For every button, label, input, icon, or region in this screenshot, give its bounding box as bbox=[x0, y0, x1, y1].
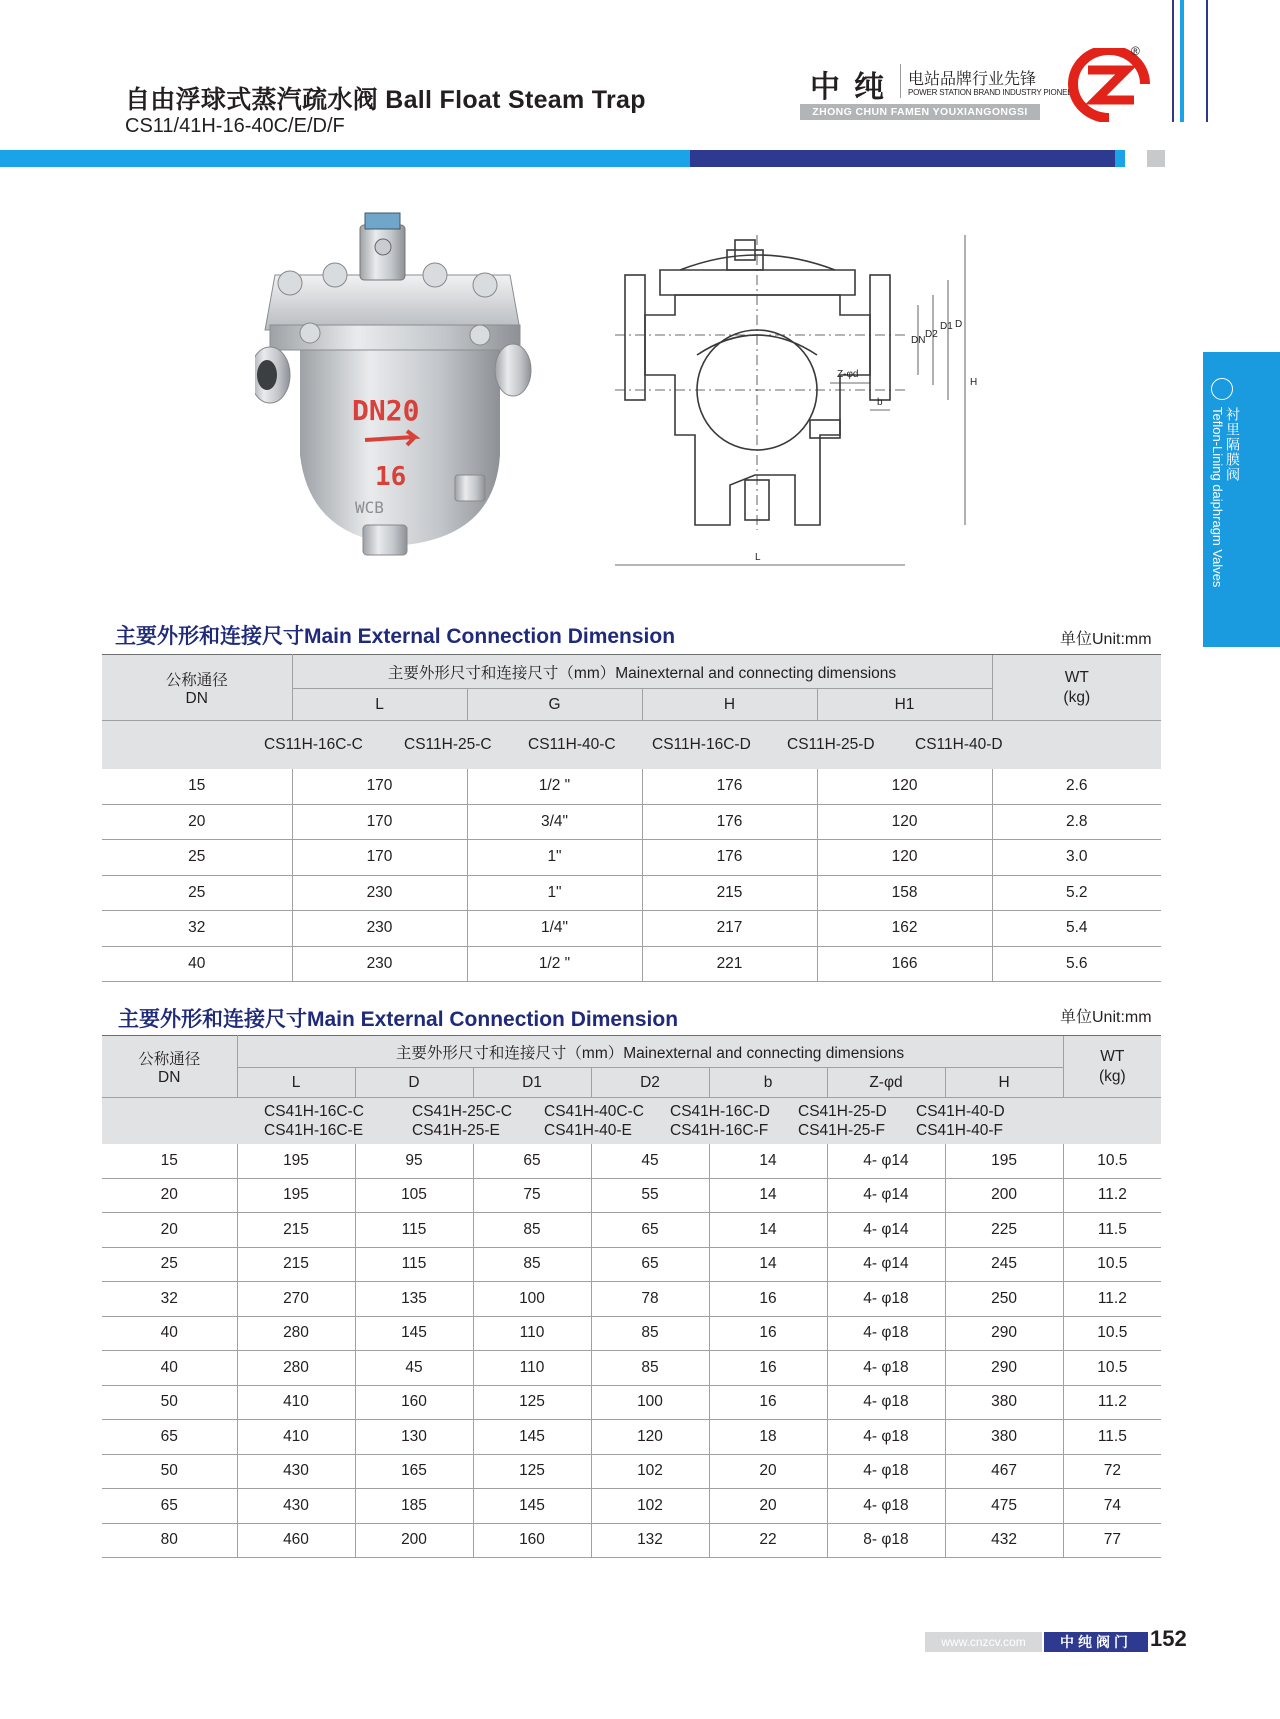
table-cell: 460 bbox=[237, 1523, 355, 1558]
table-cell: 125 bbox=[473, 1385, 591, 1420]
table2-model: CS41H-40-F bbox=[916, 1121, 1003, 1139]
table2-model: CS41H-16C-D bbox=[670, 1102, 770, 1120]
footer-brand: 中纯阀门 bbox=[1044, 1632, 1148, 1652]
table1-dn-label-cn: 公称通径 bbox=[165, 671, 228, 689]
table2-model: CS41H-25-F bbox=[798, 1121, 885, 1139]
table2-wt-unit: (kg) bbox=[1098, 1067, 1126, 1085]
table-cell: 1/4" bbox=[467, 911, 642, 947]
drawing-label-zd: Z-φd bbox=[837, 369, 859, 380]
drawing-label-h: H bbox=[970, 377, 978, 388]
table-cell: 10.5 bbox=[1063, 1144, 1161, 1179]
table1-model: CS11H-16C-D bbox=[652, 735, 751, 753]
table-cell: 185 bbox=[355, 1489, 473, 1524]
page-title: 自由浮球式蒸汽疏水阀 Ball Float Steam Trap bbox=[125, 86, 646, 114]
drawing-label-d2: D2 bbox=[925, 329, 938, 340]
product-photo bbox=[255, 205, 540, 575]
table-cell: 430 bbox=[237, 1454, 355, 1489]
table-cell: 195 bbox=[237, 1144, 355, 1179]
table-cell: 102 bbox=[591, 1454, 709, 1489]
table-cell: 100 bbox=[591, 1385, 709, 1420]
table-cell: 270 bbox=[237, 1282, 355, 1317]
table-cell: 290 bbox=[945, 1351, 1063, 1386]
table2-models bbox=[102, 1098, 1161, 1144]
table2-col-d: D bbox=[355, 1068, 473, 1098]
table-cell: 3/4" bbox=[467, 804, 642, 840]
table-cell: 4- φ14 bbox=[827, 1144, 945, 1179]
table-cell: 4- φ18 bbox=[827, 1316, 945, 1351]
table-cell: 85 bbox=[591, 1351, 709, 1386]
table-row bbox=[102, 1489, 1161, 1524]
table-cell: 65 bbox=[591, 1247, 709, 1282]
table-cell: 32 bbox=[102, 911, 292, 947]
decor-vline-1 bbox=[1172, 0, 1174, 122]
table2-model: CS41H-40-D bbox=[916, 1102, 1005, 1120]
table-cell: 1" bbox=[467, 875, 642, 911]
table2 bbox=[102, 1035, 1161, 1558]
table-row bbox=[102, 875, 1161, 911]
table-cell: 40 bbox=[102, 1316, 237, 1351]
table1-col-h1: H1 bbox=[817, 689, 992, 721]
table-row bbox=[102, 804, 1161, 840]
table-cell: 25 bbox=[102, 1247, 237, 1282]
table-cell: 200 bbox=[355, 1523, 473, 1558]
table-cell: 4- φ14 bbox=[827, 1247, 945, 1282]
table-cell: 176 bbox=[642, 769, 817, 805]
table-cell: 20 bbox=[102, 1213, 237, 1248]
table-cell: 200 bbox=[945, 1178, 1063, 1213]
table-row bbox=[102, 1178, 1161, 1213]
table1-model: CS11H-16C-C bbox=[264, 735, 363, 753]
table1-wt-label: WT bbox=[1064, 668, 1089, 686]
table-row bbox=[102, 1282, 1161, 1317]
table-cell: 115 bbox=[355, 1247, 473, 1282]
table2-col-l: L bbox=[237, 1068, 355, 1098]
table-cell: 130 bbox=[355, 1420, 473, 1455]
table2-model: CS41H-40C-C bbox=[544, 1102, 644, 1120]
table-cell: 475 bbox=[945, 1489, 1063, 1524]
drawing-label-d: D bbox=[955, 319, 963, 330]
table-cell: 102 bbox=[591, 1489, 709, 1524]
table-cell: 3.0 bbox=[992, 840, 1161, 876]
table-cell: 11.2 bbox=[1063, 1178, 1161, 1213]
table1-model: CS11H-40-C bbox=[528, 735, 616, 753]
decor-vline-2 bbox=[1180, 0, 1184, 122]
table-cell: 221 bbox=[642, 946, 817, 982]
table-cell: 166 bbox=[817, 946, 992, 982]
table-cell: 14 bbox=[709, 1247, 827, 1282]
table-row bbox=[102, 769, 1161, 805]
table-cell: 120 bbox=[817, 840, 992, 876]
table-cell: 4- φ18 bbox=[827, 1351, 945, 1386]
table-cell: 14 bbox=[709, 1178, 827, 1213]
table-cell: 230 bbox=[292, 875, 467, 911]
table-row bbox=[102, 1144, 1161, 1179]
table2-group-header: 主要外形尺寸和连接尺寸（mm）Mainexternal and connecting dimensions bbox=[237, 1036, 1063, 1068]
table2-model: CS41H-16C-F bbox=[670, 1121, 769, 1139]
table-cell: 11.5 bbox=[1063, 1213, 1161, 1248]
table-cell: 215 bbox=[237, 1213, 355, 1248]
technical-drawing bbox=[615, 235, 985, 570]
table-cell: 176 bbox=[642, 840, 817, 876]
table-cell: 45 bbox=[355, 1351, 473, 1386]
table2-dn-label-cn: 公称通径 bbox=[138, 1050, 201, 1068]
table2-model: CS41H-16C-C bbox=[264, 1102, 364, 1120]
table-cell: 4- φ18 bbox=[827, 1282, 945, 1317]
table-cell: 4- φ18 bbox=[827, 1489, 945, 1524]
photo-marking-size: DN20 bbox=[352, 394, 420, 427]
table-cell: 4- φ18 bbox=[827, 1454, 945, 1489]
table-cell: 120 bbox=[817, 769, 992, 805]
table-cell: 170 bbox=[292, 769, 467, 805]
table-cell: 430 bbox=[237, 1489, 355, 1524]
table1-col-l: L bbox=[292, 689, 467, 721]
drawing-label-dn: DN bbox=[911, 335, 926, 346]
table1-model: CS11H-40-D bbox=[915, 735, 1003, 753]
table2-dn-label: DN bbox=[158, 1068, 181, 1086]
table-cell: 1/2 " bbox=[467, 946, 642, 982]
table-cell: 215 bbox=[237, 1247, 355, 1282]
table-cell: 120 bbox=[817, 804, 992, 840]
table2-model: CS41H-16C-E bbox=[264, 1121, 364, 1139]
table2-wt-label: WT bbox=[1100, 1047, 1125, 1065]
drawing-label-d1: D1 bbox=[940, 321, 953, 332]
table-cell: 16 bbox=[709, 1385, 827, 1420]
table2-col-zd: Z-φd bbox=[827, 1068, 945, 1098]
tab-circle-icon bbox=[1211, 378, 1233, 400]
table2-title: 主要外形和连接尺寸Main External Connection Dimension bbox=[118, 1008, 679, 1031]
table-cell: 14 bbox=[709, 1213, 827, 1248]
table-cell: 77 bbox=[1063, 1523, 1161, 1558]
brand-band: ZHONG CHUN FAMEN YOUXIANGONGSI bbox=[800, 104, 1040, 120]
table-cell: 18 bbox=[709, 1420, 827, 1455]
table-cell: 14 bbox=[709, 1144, 827, 1179]
table1-wt-header bbox=[992, 655, 1161, 721]
table2-model: CS41H-40-E bbox=[544, 1121, 632, 1139]
table1-wt-unit: (kg) bbox=[1063, 688, 1091, 706]
table-cell: 85 bbox=[591, 1316, 709, 1351]
table-cell: 85 bbox=[473, 1213, 591, 1248]
table-cell: 145 bbox=[473, 1489, 591, 1524]
table1-model: CS11H-25-D bbox=[787, 735, 875, 753]
table-cell: 15 bbox=[102, 769, 292, 805]
table-cell: 75 bbox=[473, 1178, 591, 1213]
brand-slogan-en: POWER STATION BRAND INDUSTRY PIONEER bbox=[908, 88, 1079, 97]
table-cell: 65 bbox=[473, 1144, 591, 1179]
table-cell: 15 bbox=[102, 1144, 237, 1179]
table-cell: 45 bbox=[591, 1144, 709, 1179]
table-cell: 105 bbox=[355, 1178, 473, 1213]
page-number: 152 bbox=[1150, 1626, 1187, 1651]
table-cell: 115 bbox=[355, 1213, 473, 1248]
table-cell: 85 bbox=[473, 1247, 591, 1282]
decor-vline-3 bbox=[1206, 0, 1208, 122]
brand-name-cn: 中纯 bbox=[810, 71, 898, 104]
table-cell: 176 bbox=[642, 804, 817, 840]
table-cell: 16 bbox=[709, 1351, 827, 1386]
table-cell: 4- φ18 bbox=[827, 1420, 945, 1455]
table-cell: 4- φ14 bbox=[827, 1213, 945, 1248]
table-cell: 230 bbox=[292, 911, 467, 947]
table-cell: 16 bbox=[709, 1316, 827, 1351]
table-cell: 1" bbox=[467, 840, 642, 876]
table-cell: 22 bbox=[709, 1523, 827, 1558]
table-cell: 8- φ18 bbox=[827, 1523, 945, 1558]
table1-col-h: H bbox=[642, 689, 817, 721]
table-row bbox=[102, 1420, 1161, 1455]
table-row bbox=[102, 1213, 1161, 1248]
table1-group-header: 主要外形尺寸和连接尺寸（mm）Mainexternal and connecting dimensions bbox=[292, 655, 992, 689]
table-row bbox=[102, 1523, 1161, 1558]
table-cell: 25 bbox=[102, 875, 292, 911]
table2-dn-header bbox=[102, 1036, 237, 1098]
table1-model: CS11H-25-C bbox=[404, 735, 492, 753]
table-cell: 410 bbox=[237, 1385, 355, 1420]
table-cell: 4- φ18 bbox=[827, 1385, 945, 1420]
table-cell: 2.6 bbox=[992, 769, 1161, 805]
table2-unit: 单位Unit:mm bbox=[1060, 1009, 1152, 1026]
table-cell: 11.2 bbox=[1063, 1385, 1161, 1420]
table-cell: 10.5 bbox=[1063, 1247, 1161, 1282]
table-cell: 5.6 bbox=[992, 946, 1161, 982]
table2-col-b: b bbox=[709, 1068, 827, 1098]
table-cell: 280 bbox=[237, 1316, 355, 1351]
table-cell: 10.5 bbox=[1063, 1316, 1161, 1351]
side-category-tab[interactable] bbox=[1203, 352, 1280, 647]
table-cell: 160 bbox=[473, 1523, 591, 1558]
table1-title: 主要外形和连接尺寸Main External Connection Dimension bbox=[115, 625, 676, 648]
table2-model: CS41H-25-E bbox=[412, 1121, 500, 1139]
table-cell: 250 bbox=[945, 1282, 1063, 1317]
table1-models bbox=[102, 721, 1161, 769]
table-cell: 145 bbox=[355, 1316, 473, 1351]
table-cell: 78 bbox=[591, 1282, 709, 1317]
table-cell: 120 bbox=[591, 1420, 709, 1455]
table-cell: 225 bbox=[945, 1213, 1063, 1248]
table-cell: 410 bbox=[237, 1420, 355, 1455]
table-cell: 55 bbox=[591, 1178, 709, 1213]
table-row bbox=[102, 840, 1161, 876]
table-cell: 217 bbox=[642, 911, 817, 947]
table-cell: 135 bbox=[355, 1282, 473, 1317]
table-cell: 95 bbox=[355, 1144, 473, 1179]
table-cell: 80 bbox=[102, 1523, 237, 1558]
header-gray-square bbox=[1147, 150, 1165, 167]
zc-logo-icon bbox=[1068, 48, 1150, 122]
table-cell: 65 bbox=[102, 1489, 237, 1524]
table-cell: 125 bbox=[473, 1454, 591, 1489]
table1-dn-label: DN bbox=[185, 689, 208, 707]
table-cell: 40 bbox=[102, 946, 292, 982]
table-cell: 11.5 bbox=[1063, 1420, 1161, 1455]
table-row bbox=[102, 1385, 1161, 1420]
table-cell: 65 bbox=[591, 1213, 709, 1248]
side-tab-cn: 衬里隔膜阀 bbox=[1225, 407, 1241, 482]
table-cell: 5.4 bbox=[992, 911, 1161, 947]
table-cell: 170 bbox=[292, 840, 467, 876]
table-cell: 20 bbox=[709, 1454, 827, 1489]
table-cell: 1/2 " bbox=[467, 769, 642, 805]
table-cell: 280 bbox=[237, 1351, 355, 1386]
table-cell: 380 bbox=[945, 1385, 1063, 1420]
table-cell: 110 bbox=[473, 1316, 591, 1351]
table-cell: 11.2 bbox=[1063, 1282, 1161, 1317]
table-cell: 10.5 bbox=[1063, 1351, 1161, 1386]
table-row bbox=[102, 1247, 1161, 1282]
table-cell: 72 bbox=[1063, 1454, 1161, 1489]
footer-url[interactable]: www.cnzcv.com bbox=[925, 1632, 1042, 1652]
photo-marking-brand: WCB bbox=[355, 498, 384, 517]
registered-mark: ® bbox=[1131, 44, 1140, 58]
brand-slogan: 电站品牌行业先锋 bbox=[908, 71, 1037, 88]
header-bar-dark bbox=[690, 150, 1115, 167]
table2-models-line2 bbox=[264, 1121, 1161, 1140]
table2-model: CS41H-25-D bbox=[798, 1102, 887, 1120]
table1 bbox=[102, 654, 1161, 982]
brand-separator bbox=[900, 64, 901, 98]
table2-model: CS41H-25C-C bbox=[412, 1102, 512, 1120]
table2-col-d1: D1 bbox=[473, 1068, 591, 1098]
table-row bbox=[102, 1316, 1161, 1351]
table-row bbox=[102, 911, 1161, 947]
table-row bbox=[102, 1351, 1161, 1386]
table2-wt-header bbox=[1063, 1036, 1161, 1098]
drawing-label-l: L bbox=[755, 552, 761, 563]
table-cell: 4- φ14 bbox=[827, 1178, 945, 1213]
table-cell: 20 bbox=[709, 1489, 827, 1524]
table1-col-g: G bbox=[467, 689, 642, 721]
drawing-label-b: b bbox=[877, 397, 883, 408]
side-tab-text bbox=[1209, 407, 1241, 587]
table-cell: 165 bbox=[355, 1454, 473, 1489]
table2-col-h: H bbox=[945, 1068, 1063, 1098]
header-bar-light bbox=[0, 150, 690, 167]
table-cell: 158 bbox=[817, 875, 992, 911]
table-cell: 40 bbox=[102, 1351, 237, 1386]
table-cell: 50 bbox=[102, 1385, 237, 1420]
table-cell: 20 bbox=[102, 804, 292, 840]
table-cell: 5.2 bbox=[992, 875, 1161, 911]
table-cell: 215 bbox=[642, 875, 817, 911]
table-cell: 16 bbox=[709, 1282, 827, 1317]
table-cell: 132 bbox=[591, 1523, 709, 1558]
table-cell: 65 bbox=[102, 1420, 237, 1455]
table-cell: 195 bbox=[945, 1144, 1063, 1179]
table-cell: 100 bbox=[473, 1282, 591, 1317]
table-cell: 195 bbox=[237, 1178, 355, 1213]
table-cell: 25 bbox=[102, 840, 292, 876]
table-cell: 50 bbox=[102, 1454, 237, 1489]
table-cell: 145 bbox=[473, 1420, 591, 1455]
table-cell: 380 bbox=[945, 1420, 1063, 1455]
header-bar-end bbox=[1115, 150, 1125, 167]
page-subtitle: CS11/41H-16-40C/E/D/F bbox=[125, 115, 345, 137]
photo-marking-pressure: 16 bbox=[375, 462, 407, 492]
table-cell: 162 bbox=[817, 911, 992, 947]
table-cell: 20 bbox=[102, 1178, 237, 1213]
table-row bbox=[102, 946, 1161, 982]
table1-unit: 单位Unit:mm bbox=[1060, 631, 1152, 648]
side-tab-en: Teflon-Lining daiphragm Valves bbox=[1210, 407, 1225, 588]
table-cell: 2.8 bbox=[992, 804, 1161, 840]
table-cell: 160 bbox=[355, 1385, 473, 1420]
table-cell: 290 bbox=[945, 1316, 1063, 1351]
table-cell: 110 bbox=[473, 1351, 591, 1386]
table2-col-d2: D2 bbox=[591, 1068, 709, 1098]
table-cell: 230 bbox=[292, 946, 467, 982]
table-cell: 467 bbox=[945, 1454, 1063, 1489]
table2-models-line1 bbox=[264, 1102, 1161, 1121]
table-cell: 170 bbox=[292, 804, 467, 840]
table-cell: 245 bbox=[945, 1247, 1063, 1282]
table-cell: 32 bbox=[102, 1282, 237, 1317]
table-cell: 432 bbox=[945, 1523, 1063, 1558]
table-row bbox=[102, 1454, 1161, 1489]
table1-dn-header bbox=[102, 655, 292, 721]
table-cell: 74 bbox=[1063, 1489, 1161, 1524]
